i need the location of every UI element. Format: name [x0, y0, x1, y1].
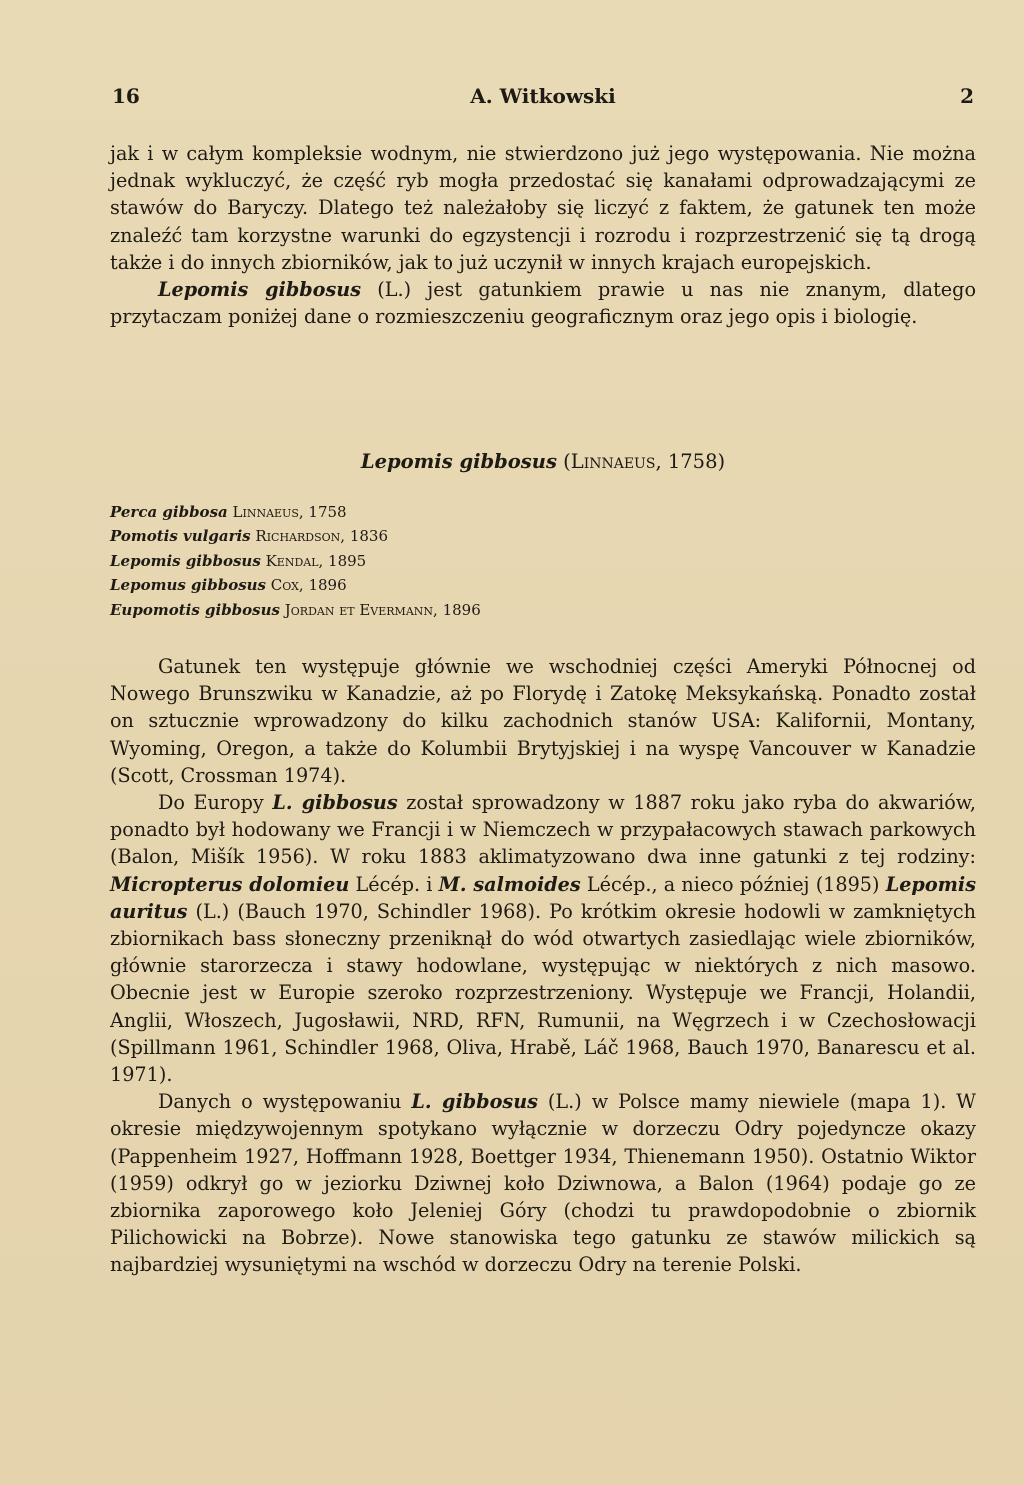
text-run: Lécép. i	[349, 872, 439, 896]
paragraph	[110, 789, 976, 1088]
species-heading-year: , 1758)	[655, 450, 726, 473]
synonym-row	[110, 598, 710, 622]
synonym-name: Perca gibbosa	[110, 503, 228, 521]
paragraph	[110, 276, 976, 330]
synonym-name: Lepomus gibbosus	[110, 576, 266, 595]
synonym-list	[110, 500, 710, 622]
author-header: A. Witkowski	[470, 84, 616, 108]
paragraph: Gatunek ten występuje głównie we wschodniej części Ameryki Północnej od Nowego Brunszwiku w Kanadzie, aż po Florydę i Zatokę Meksykańską. Ponadto został on sztucznie wprowadzony do kilku zachodnich stanów USA: Kalifornii, Montany, Wyoming, Oregon, a także do Kolumbii Brytyjskiej i na wyspę Vancouver w Kanadzie (Scott, Crossman 1974).	[110, 655, 976, 787]
species-name: L. gibbosus	[411, 1090, 538, 1114]
species-name: M. salmoides	[438, 872, 581, 896]
text-run: został sprowadzony w 1887 roku jako ryba do akwariów, ponadto był hodowany we Francji i w Niemczech w przypałacowych stawach parkowych (Balon, Mišík 1956). W roku 1883 aklimatyzowano dwa inne gatunki z tej rodziny:	[110, 791, 976, 869]
synonym-name: Pomotis vulgaris	[110, 527, 251, 546]
paragraph-text: (L.) jest gatunkiem prawie u nas nie znanym, dlatego przytaczam poniżej dane o rozmieszczeniu geograficznym oraz jego opis i biologię.	[110, 278, 976, 329]
intro-text	[110, 140, 976, 330]
page-number: 16	[112, 84, 140, 108]
running-header	[112, 84, 974, 114]
main-text	[110, 653, 976, 1279]
species-heading	[110, 450, 976, 473]
paragraph: jak i w całym kompleksie wodnym, nie stwierdzono już jego występowania. Nie można jednak wykluczyć, że część ryb mogła przedostać się kanałami odprowadzającymi ze stawów do Baryczy. Dlatego też należałoby się liczyć z faktem, że gatunek ten może znaleźć tam korzystne warunki do egzystencji i rozrodu i rozprzestrzenić się tą drogą także i do innych zbiorników, jak to już uczynił w innych krajach europejskich.	[110, 142, 976, 274]
text-run: Lécép., a nieco później (1895)	[580, 872, 886, 896]
text-run: (L.) (Bauch 1970, Schindler 1968). Po krótkim okresie hodowli w zamkniętych zbiornikach bass słoneczny przeniknął do wód otwartych zasiedlając wiele zbiorników, głównie starorzecza i stawy hodowlane, występując w niektórych z nich masowo. Obecnie jest w Europie szeroko rozprzestrzeniony. Występuje we Francji, Holandii, Anglii, Włoszech, Jugosławii, NRD, RFN, Rumunii, na Węgrzech i w Czechosłowacji (Spillmann 1961, Schindler 1968, Oliva, Hrabě, Láč 1968, Bauch 1970, Banarescu et al. 1971).	[110, 899, 976, 1087]
synonym-year: , 1896	[433, 600, 481, 619]
synonym-row	[110, 500, 710, 524]
species-heading-author: Linnaeus	[570, 450, 656, 473]
text-run: (L.) w Polsce mamy niewiele (mapa 1). W okresie międzywojennym spotykano wyłącznie w dorzeczu Odry pojedyncze okazy (Pappenheim 1927, Hoffmann 1928, Boettger 1934, Thienemann 1950). Ostatnio Wiktor (1959) odkrył go w jeziorku Dziwnej koło Dziwnowa, a Balon (1964) podaje go ze zbiornika zaporowego koło Jeleniej Góry (chodzi tu prawdopodobnie o zbiornik Pilichowicki na Bobrze). Nowe stanowiska tego gatunku ze stawów milickich są najbardziej wysuniętymi na wschód w dorzeczu Odry na terenie Polski.	[110, 1090, 977, 1277]
synonym-year: , 1836	[340, 527, 388, 546]
synonym-author: Jordan et Evermann	[284, 600, 434, 619]
synonym-year: , 1758	[298, 503, 347, 521]
synonym-row	[110, 549, 710, 573]
synonym-name: Lepomis gibbosus	[110, 551, 261, 570]
species-heading-name: Lepomis gibbosus	[360, 450, 557, 473]
synonym-author: Richardson	[255, 527, 341, 546]
synonym-author: Kendal	[265, 551, 319, 570]
species-heading-open: (	[556, 450, 571, 473]
synonym-row	[110, 524, 710, 548]
synonym-year: , 1896	[298, 576, 347, 595]
synonym-row	[110, 573, 710, 597]
synonym-name: Eupomotis gibbosus	[110, 600, 280, 619]
species-name: Lepomis gibbosus	[158, 278, 362, 302]
species-name: Lepomis auritus	[110, 872, 977, 923]
synonym-author: Cox	[270, 576, 299, 595]
text-run: Danych o występowaniu	[158, 1090, 412, 1114]
species-name: Micropterus dolomieu	[110, 872, 350, 896]
synonym-author: Linnaeus	[232, 503, 299, 521]
species-name: L. gibbosus	[272, 791, 398, 815]
paragraph	[110, 1088, 976, 1278]
text-run: Do Europy	[158, 791, 273, 815]
issue-number: 2	[960, 84, 974, 108]
synonym-year: , 1895	[318, 551, 367, 570]
